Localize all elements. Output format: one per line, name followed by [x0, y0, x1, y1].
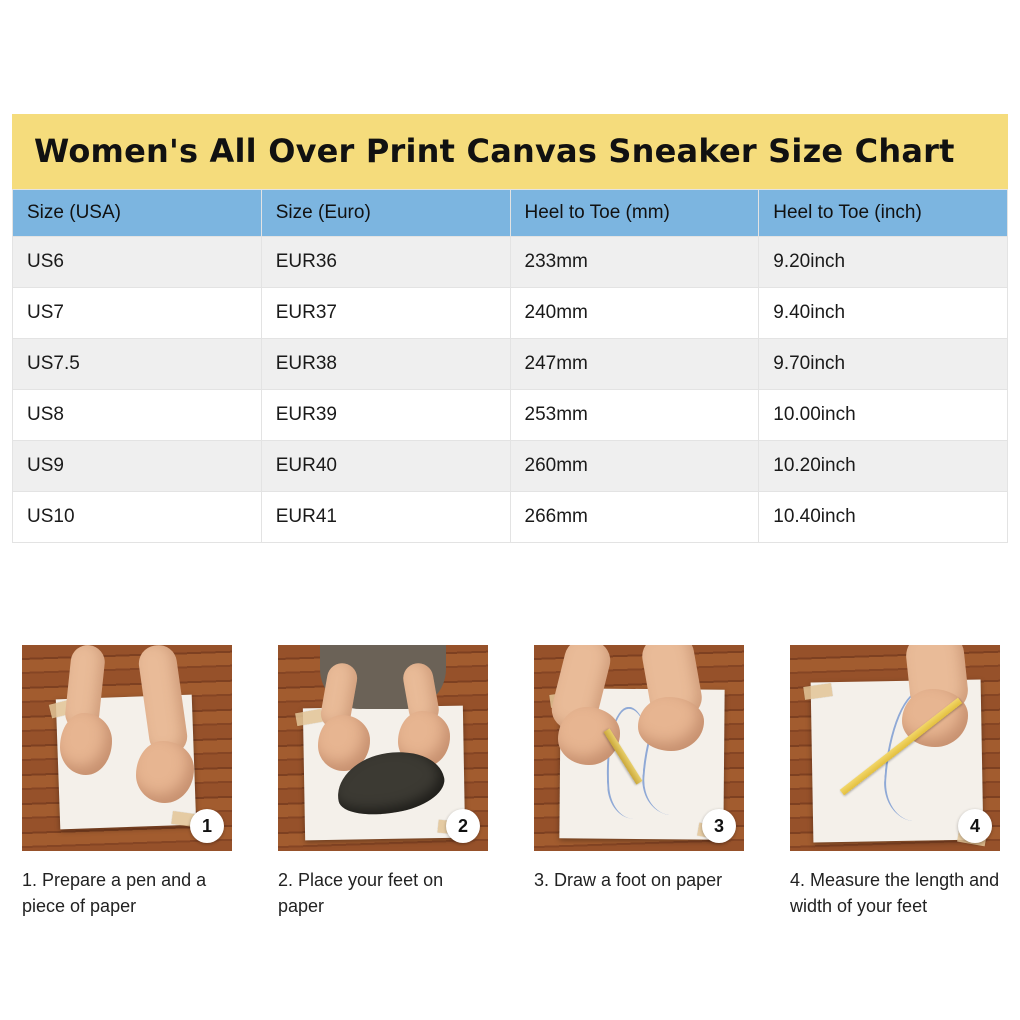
- table-row: [13, 288, 1008, 339]
- cell-size-usa: US9: [13, 441, 262, 492]
- cell-size-usa: US7: [13, 288, 262, 339]
- cell-heel-to-toe-mm: 260mm: [510, 441, 759, 492]
- cell-size-usa: US8: [13, 390, 262, 441]
- cell-size-euro: EUR39: [261, 390, 510, 441]
- table-row: [13, 237, 1008, 288]
- step-1: [22, 645, 232, 919]
- table-row: [13, 441, 1008, 492]
- cell-size-euro: EUR41: [261, 492, 510, 543]
- cell-heel-to-toe-inch: 10.20inch: [759, 441, 1008, 492]
- cell-heel-to-toe-mm: 253mm: [510, 390, 759, 441]
- cell-size-euro: EUR36: [261, 237, 510, 288]
- cell-size-usa: US10: [13, 492, 262, 543]
- column-header-size-usa: Size (USA): [13, 190, 262, 237]
- column-header-size-euro: Size (Euro): [261, 190, 510, 237]
- step-2-caption: 2. Place your feet on paper: [278, 870, 444, 917]
- measurement-steps: [22, 645, 1000, 919]
- size-chart-container: [12, 114, 1008, 543]
- cell-heel-to-toe-inch: 9.70inch: [759, 339, 1008, 390]
- cell-heel-to-toe-inch: 10.40inch: [759, 492, 1008, 543]
- step-number-badge: 1: [190, 809, 224, 843]
- step-3-photo: [534, 645, 744, 851]
- table-header-row: [13, 190, 1008, 237]
- cell-size-usa: US7.5: [13, 339, 262, 390]
- cell-heel-to-toe-inch: 10.00inch: [759, 390, 1008, 441]
- step-number-badge: 3: [702, 809, 736, 843]
- cell-size-euro: EUR37: [261, 288, 510, 339]
- cell-heel-to-toe-inch: 9.20inch: [759, 237, 1008, 288]
- cell-size-euro: EUR40: [261, 441, 510, 492]
- cell-size-usa: US6: [13, 237, 262, 288]
- column-header-heel-to-toe-mm: Heel to Toe (mm): [510, 190, 759, 237]
- step-3-caption: 3. Draw a foot on paper: [534, 870, 723, 890]
- step-1-photo: [22, 645, 232, 851]
- step-2: [278, 645, 488, 919]
- table-row: [13, 339, 1008, 390]
- step-1-caption: 1. Prepare a pen and a piece of paper: [22, 870, 207, 917]
- cell-heel-to-toe-mm: 233mm: [510, 237, 759, 288]
- step-number-badge: 2: [446, 809, 480, 843]
- cell-heel-to-toe-mm: 266mm: [510, 492, 759, 543]
- step-4-photo: [790, 645, 1000, 851]
- step-4: [790, 645, 1000, 919]
- size-table: [12, 189, 1008, 543]
- cell-heel-to-toe-mm: 240mm: [510, 288, 759, 339]
- table-row: [13, 390, 1008, 441]
- step-4-caption: 4. Measure the length and width of your feet: [790, 870, 1000, 917]
- table-row: [13, 492, 1008, 543]
- step-3: [534, 645, 744, 919]
- step-number-badge: 4: [958, 809, 992, 843]
- column-header-heel-to-toe-inch: Heel to Toe (inch): [759, 190, 1008, 237]
- page-title: Women's All Over Print Canvas Sneaker Size Chart: [12, 114, 1008, 189]
- cell-size-euro: EUR38: [261, 339, 510, 390]
- step-2-photo: [278, 645, 488, 851]
- cell-heel-to-toe-inch: 9.40inch: [759, 288, 1008, 339]
- cell-heel-to-toe-mm: 247mm: [510, 339, 759, 390]
